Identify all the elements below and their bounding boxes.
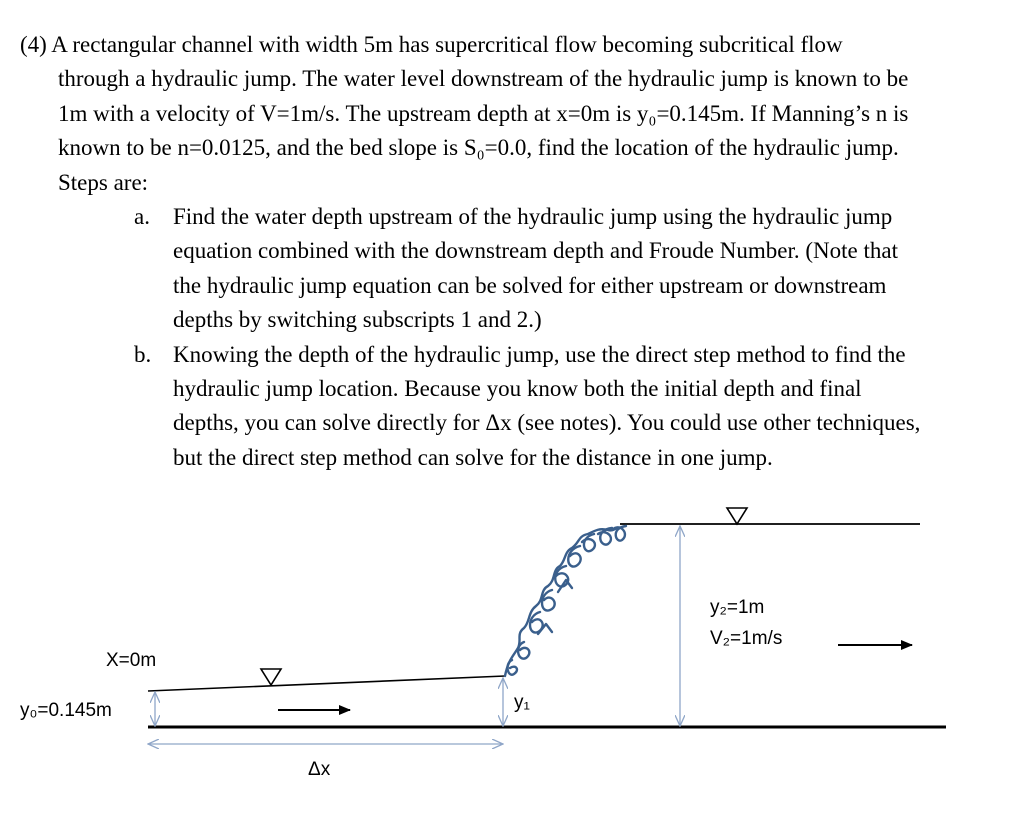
step-b-line-4: but the direct step method can solve for the distance in one jump. bbox=[173, 444, 773, 470]
upstream-water-level-icon bbox=[261, 669, 281, 685]
step-b-line-1: Knowing the depth of the hydraulic jump, use the direct step method to find the bbox=[173, 341, 906, 367]
intro-line-1: (4) A rectangular channel with width 5m has supercritical flow becoming subcritical flow bbox=[20, 32, 843, 57]
v2-label: V₂=1m/s bbox=[710, 628, 783, 649]
step-b-label: b. bbox=[134, 341, 152, 367]
step-b-line-2: hydraulic jump location. Because you know both the initial depth and final bbox=[173, 376, 862, 401]
hydraulic-jump-icon bbox=[505, 526, 626, 676]
y0-label: y₀=0.145m bbox=[20, 700, 112, 721]
upstream-water-surface bbox=[148, 676, 505, 691]
intro-line-5: Steps are: bbox=[58, 169, 149, 195]
step-a-line-3: the hydraulic jump equation can be solved for either upstream or downstream bbox=[173, 272, 887, 298]
hydraulic-jump-diagram bbox=[0, 490, 1024, 815]
step-a-label: a. bbox=[134, 204, 150, 229]
step-b-line-3: depths, you can solve directly for Δx (see notes). You could use other techniques, bbox=[173, 410, 921, 436]
intro-line-4: known to be n=0.0125, and the bed slope is S₀=0.0, find the location of the hydraulic jump. bbox=[58, 135, 899, 161]
step-a-line-2: equation combined with the downstream depth and Froude Number. (Note that bbox=[173, 238, 898, 264]
y2-label: y₂=1m bbox=[710, 597, 765, 618]
x0-label: X=0m bbox=[106, 650, 157, 671]
y1-label: y₁ bbox=[514, 692, 530, 713]
intro-line-2: through a hydraulic jump. The water level downstream of the hydraulic jump is known to be bbox=[58, 66, 909, 92]
step-a-line-1: Find the water depth upstream of the hydraulic jump using the hydraulic jump bbox=[173, 204, 893, 229]
dx-label: Δx bbox=[308, 759, 331, 780]
intro-line-3: 1m with a velocity of V=1m/s. The upstream depth at x=0m is y₀=0.145m. If Manning’s n is bbox=[58, 100, 909, 126]
step-a-line-4: depths by switching subscripts 1 and 2.) bbox=[173, 307, 542, 333]
downstream-water-level-icon bbox=[727, 508, 747, 524]
